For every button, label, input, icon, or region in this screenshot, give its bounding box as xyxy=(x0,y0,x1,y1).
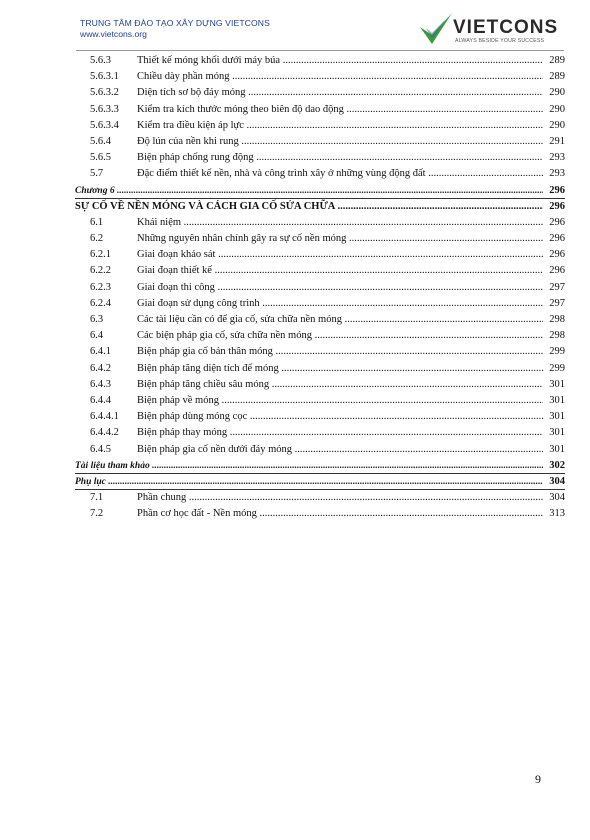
toc-entry-title: Giai đoạn thiết kế ..... xyxy=(137,263,543,279)
toc-entry-number: 6.2.1 xyxy=(90,249,111,261)
toc-entry-title: Thiết kế móng khối dưới máy búa ..... xyxy=(137,53,543,69)
checkmark-icon xyxy=(417,11,455,47)
toc-entry-page: 290 xyxy=(549,119,565,131)
toc-entry-page: 290 xyxy=(549,87,565,99)
toc-entry-title: Giai đoạn khảo sát ..... xyxy=(137,247,543,263)
toc-entry-title: Biện pháp gia cố nền dưới đáy móng ..... xyxy=(137,442,543,458)
toc-entry-page: 296 xyxy=(549,200,565,212)
header-org-name: TRUNG TÂM ĐÀO TẠO XÂY DỰNG VIETCONS xyxy=(80,18,270,28)
toc-entry-title: Kiểm tra kích thước móng theo biên độ dao động ..... xyxy=(137,102,543,118)
toc-entry-title: Diện tích sơ bộ đáy móng ..... xyxy=(137,85,543,101)
vietcons-logo xyxy=(417,11,567,47)
toc-entry-page: 289 xyxy=(549,71,565,83)
toc-entry-title: Độ lún của nền khi rung ..... xyxy=(137,134,543,150)
toc-entry-number: 6.1 xyxy=(90,216,104,228)
toc-entry-title: Biện pháp dùng móng cọc ..... xyxy=(137,409,543,425)
toc-entry-title: Biện pháp gia cố bản thân móng ..... xyxy=(137,344,543,360)
toc-entry-title: Phần cơ học đất - Nền móng ..... xyxy=(137,506,543,522)
toc-entry-number: 6.2.3 xyxy=(90,281,111,293)
toc-entry-page: 296 xyxy=(549,184,565,196)
toc-entry-page: 296 xyxy=(549,216,565,228)
toc-entry xyxy=(75,150,565,166)
toc-entry-title: Những nguyên nhân chính gây ra sự cố nền móng ..... xyxy=(137,231,543,247)
toc-entry-number: 5.6.3.2 xyxy=(90,87,119,99)
toc-entry-page: 304 xyxy=(549,492,565,504)
toc-entry-page: 301 xyxy=(549,443,565,455)
toc-entry-title: Chương 6 ..... xyxy=(75,183,543,199)
toc-entry-title: Biện pháp tăng chiều sâu móng ..... xyxy=(137,377,543,393)
toc-entry-number: 6.4.2 xyxy=(90,362,111,374)
toc-entry-number: 6.3 xyxy=(90,314,104,325)
toc-entry-number: 5.6.5 xyxy=(90,152,111,164)
toc-entry-page: 313 xyxy=(549,508,565,520)
toc-entry xyxy=(75,263,565,279)
toc-entry-page: 289 xyxy=(549,55,565,66)
toc-entry-page: 302 xyxy=(549,459,565,471)
toc-entry xyxy=(75,361,565,377)
toc-entry xyxy=(75,102,565,118)
toc-entry-page: 299 xyxy=(549,362,565,374)
toc-entry-page: 293 xyxy=(549,168,565,180)
toc-heading xyxy=(75,474,565,490)
toc-entry-page: 304 xyxy=(549,475,565,487)
toc-entry xyxy=(75,166,565,182)
toc-entry-title: Giai đoạn thi công ..... xyxy=(137,280,543,296)
toc-entry-number: 6.2 xyxy=(90,233,104,245)
toc-entry xyxy=(75,393,565,409)
toc-entry-title: Kiểm tra điều kiện áp lực ..... xyxy=(137,118,543,134)
header-website: www.vietcons.org xyxy=(80,29,147,39)
toc-entry-number: 6.4.1 xyxy=(90,346,111,358)
toc-entry-page: 301 xyxy=(549,378,565,390)
toc-entry-number: 6.4.4.2 xyxy=(90,427,119,439)
toc-entry-number: 5.6.3.4 xyxy=(90,119,119,131)
toc-entry-number: 6.4.4 xyxy=(90,394,111,406)
toc-entry xyxy=(75,215,565,231)
toc-entry xyxy=(75,490,565,506)
toc-entry-page: 293 xyxy=(549,152,565,164)
toc-entry-page: 301 xyxy=(549,394,565,406)
toc-heading xyxy=(75,183,565,199)
toc-entry-page: 296 xyxy=(549,265,565,277)
toc-entry-page: 298 xyxy=(549,330,565,342)
toc-entry xyxy=(75,312,565,328)
toc-entry-number: 5.6.3.1 xyxy=(90,71,119,83)
toc-entry-number: 6.2.2 xyxy=(90,265,111,277)
toc-entry-title: Biện pháp chống rung động ..... xyxy=(137,150,543,166)
toc-entry-number: 6.2.4 xyxy=(90,297,111,309)
toc-entry xyxy=(75,69,565,85)
toc-entry-number: 5.6.4 xyxy=(90,135,111,147)
toc-entry-title: Khái niệm ..... xyxy=(137,215,543,231)
toc-entry-number: 6.4.4.1 xyxy=(90,411,119,423)
toc-entry-page: 291 xyxy=(549,135,565,147)
logo-tagline: ALWAYS BESIDE YOUR SUCCESS xyxy=(455,38,545,44)
toc-entry-title: Các biện pháp gia cố, sửa chữa nền móng ..... xyxy=(137,328,543,344)
toc-entry-page: 301 xyxy=(549,427,565,439)
toc-entry xyxy=(75,85,565,101)
toc-entry xyxy=(75,280,565,296)
toc-entry-number: 7.2 xyxy=(90,508,104,520)
toc-entry xyxy=(75,409,565,425)
toc-entry xyxy=(75,296,565,312)
toc-entry xyxy=(75,425,565,441)
toc-heading xyxy=(75,458,565,474)
toc-entry-title: Phần chung ..... xyxy=(137,490,543,506)
toc-entry-title: Biện pháp tăng diện tích đế móng ..... xyxy=(137,361,543,377)
toc-entry-page: 297 xyxy=(549,281,565,293)
toc-entry-title: Đặc điểm thiết kế nền, nhà và công trình xây ở những vùng động đất ..... xyxy=(137,166,543,182)
toc-entry-number: 5.7 xyxy=(90,168,104,180)
toc-entry xyxy=(75,247,565,263)
toc-entry-number: 5.6.3 xyxy=(90,55,111,66)
table-of-contents xyxy=(75,53,565,522)
toc-entry-page: 298 xyxy=(549,314,565,325)
toc-entry-page: 296 xyxy=(549,233,565,245)
toc-entry-page: 290 xyxy=(549,103,565,115)
toc-entry xyxy=(75,118,565,134)
logo-name: VIETCONS xyxy=(453,17,559,38)
toc-heading xyxy=(75,199,565,215)
toc-entry-title: Biện pháp thay móng ..... xyxy=(137,425,543,441)
toc-entry-page: 296 xyxy=(549,249,565,261)
toc-entry-title: Tài liệu tham khảo ..... xyxy=(75,458,543,474)
toc-entry xyxy=(75,442,565,458)
toc-entry xyxy=(75,53,565,69)
toc-entry xyxy=(75,134,565,150)
header-divider xyxy=(76,50,564,51)
toc-entry-title: Chiều dày phần móng ..... xyxy=(137,69,543,85)
toc-entry-title: SỰ CỐ VỀ NỀN MÓNG VÀ CÁCH GIA CỐ SỬA CHỮA ..... xyxy=(75,199,543,215)
toc-entry-number: 6.4.5 xyxy=(90,443,111,455)
toc-entry xyxy=(75,377,565,393)
toc-entry-number: 7.1 xyxy=(90,492,104,504)
toc-entry-title: Các tài liệu cần có để gia cố, sửa chữa nền móng ..... xyxy=(137,312,543,328)
toc-entry xyxy=(75,506,565,522)
toc-entry-title: Phụ lục ..... xyxy=(75,474,543,490)
toc-entry-number: 6.4 xyxy=(90,330,104,342)
toc-entry-page: 299 xyxy=(549,346,565,358)
toc-entry xyxy=(75,231,565,247)
toc-entry-page: 297 xyxy=(549,297,565,309)
page-number: 9 xyxy=(535,772,541,786)
toc-entry-number: 6.4.3 xyxy=(90,378,111,390)
toc-entry xyxy=(75,344,565,360)
toc-entry-title: Giai đoạn sử dụng công trình ..... xyxy=(137,296,543,312)
toc-entry-number: 5.6.3.3 xyxy=(90,103,119,115)
toc-entry-page: 301 xyxy=(549,411,565,423)
toc-entry xyxy=(75,328,565,344)
toc-entry-title: Biện pháp về móng ..... xyxy=(137,393,543,409)
page-header xyxy=(0,0,590,50)
